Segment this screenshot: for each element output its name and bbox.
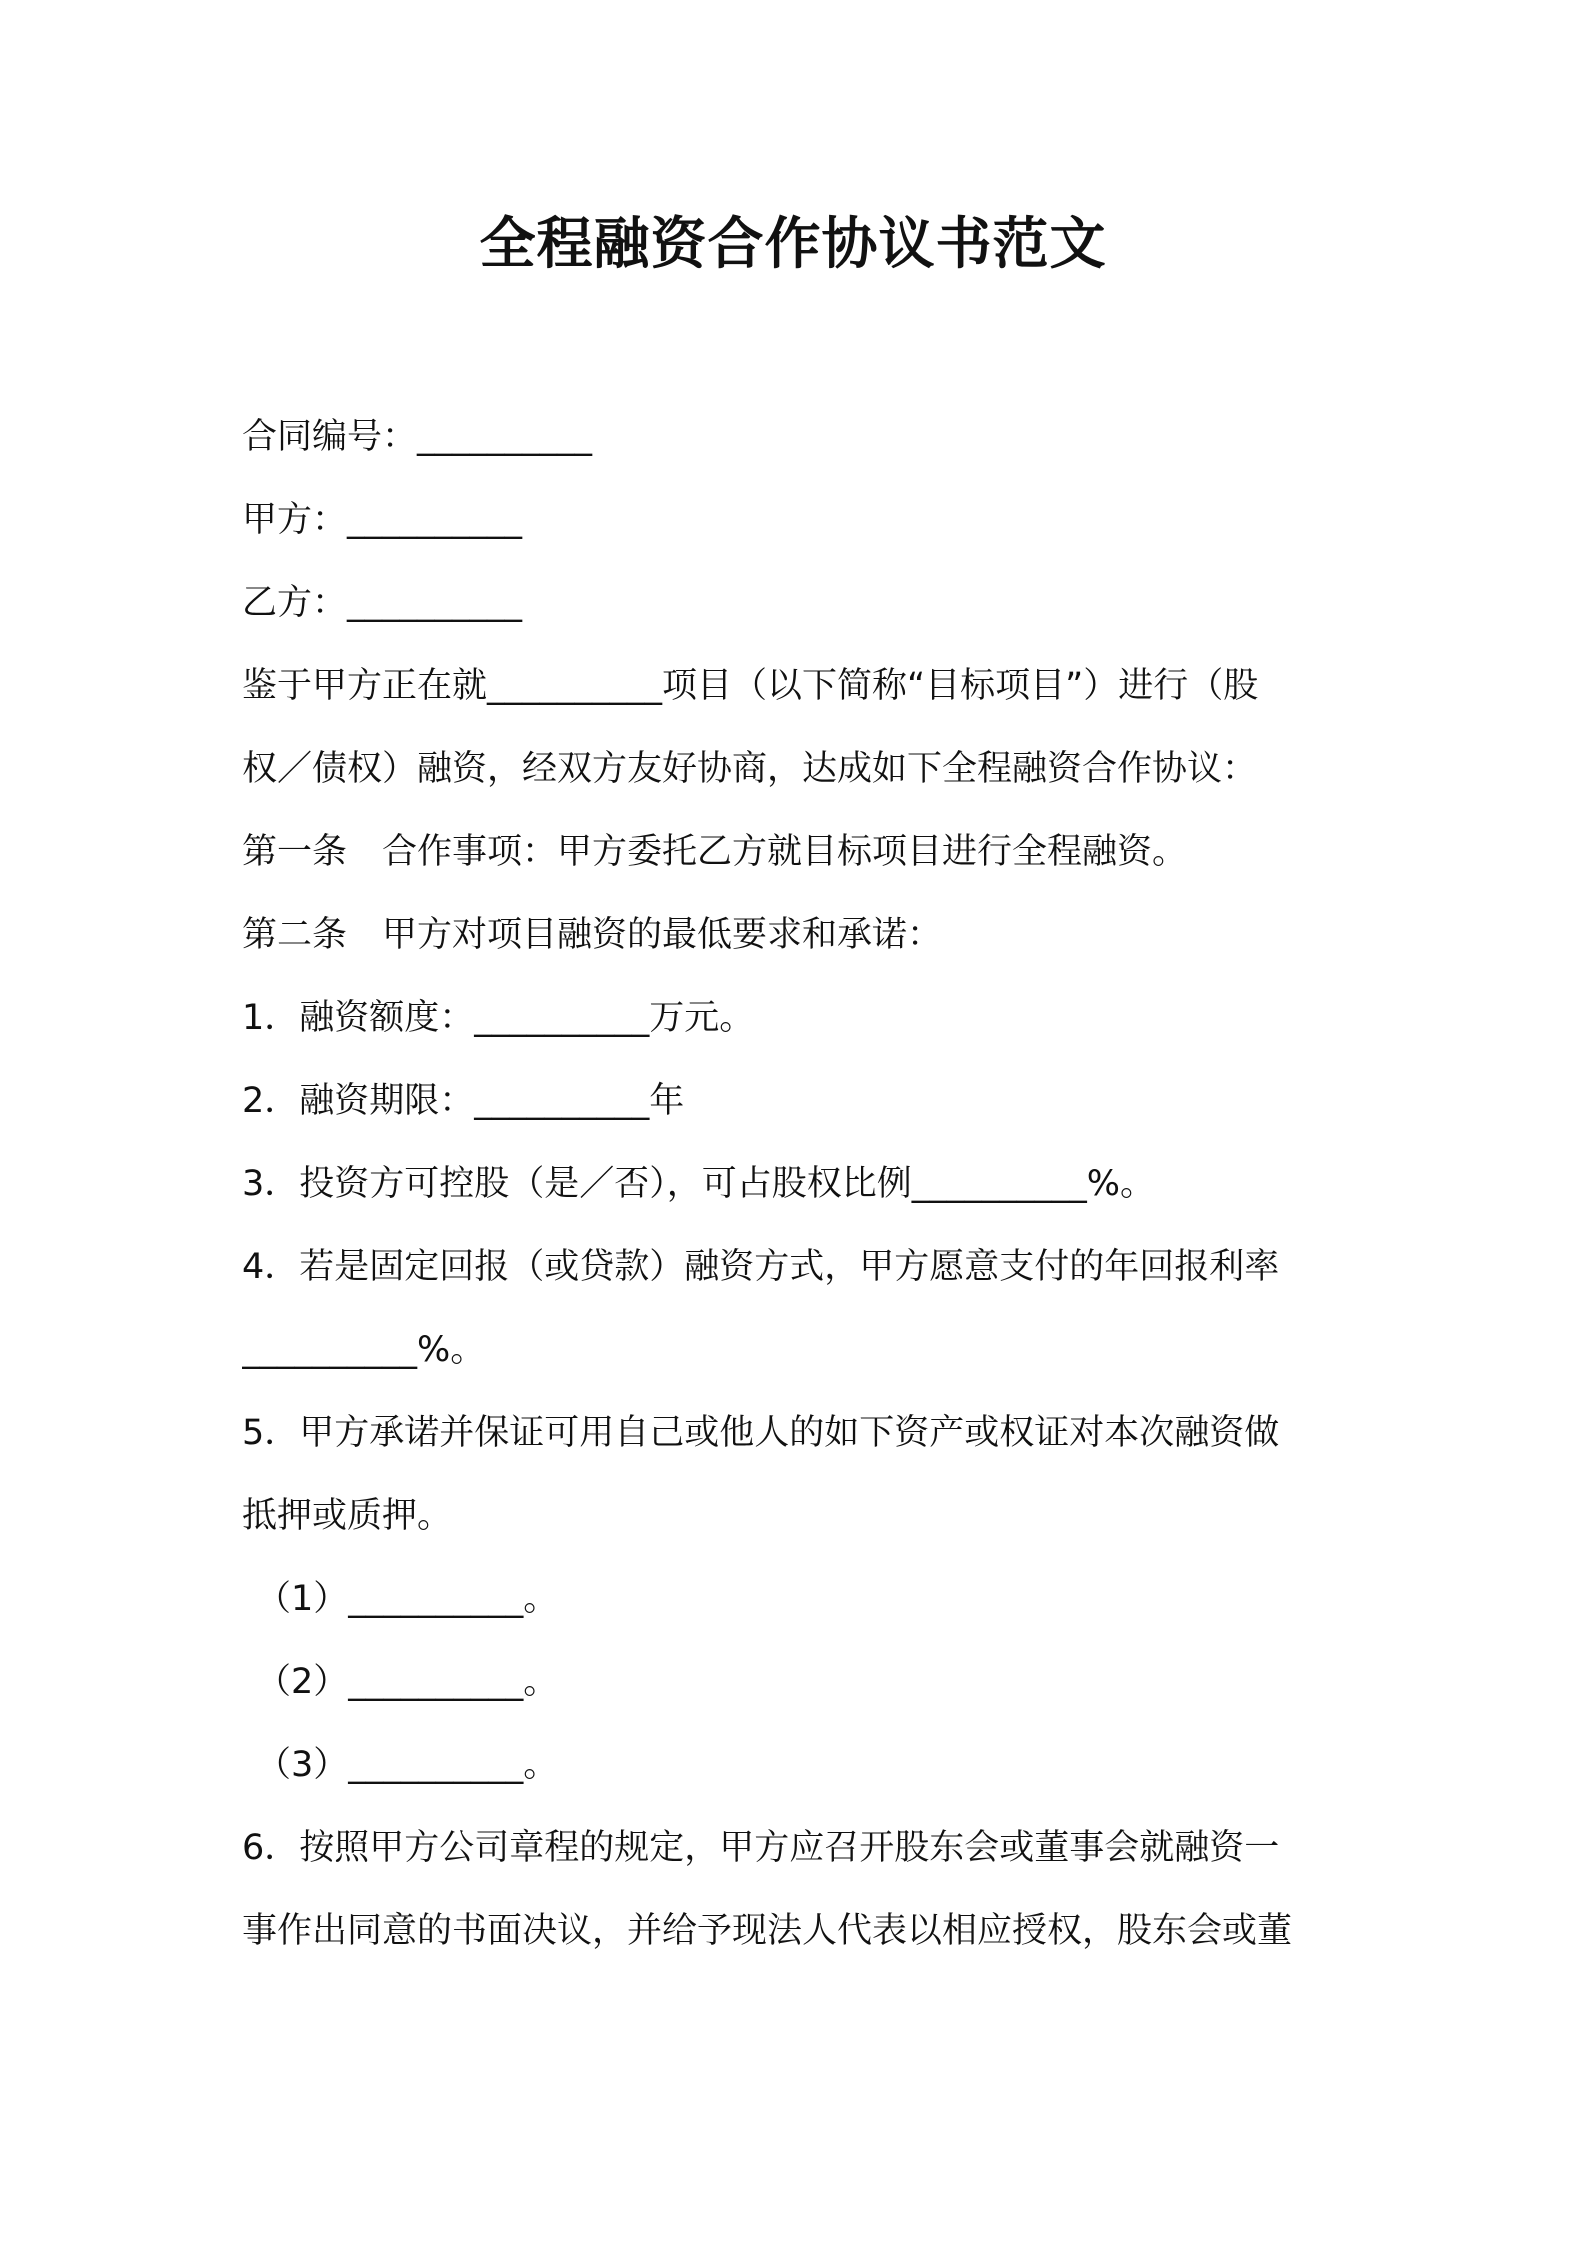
- item-4-line-1: 4．若是固定回报（或贷款）融资方式，甲方愿意支付的年回报利率: [242, 1247, 1280, 1287]
- article-2-heading: 第二条 甲方对项目融资的最低要求和承诺：: [242, 915, 943, 955]
- party-a-line: 甲方：__________: [242, 500, 523, 540]
- article-1-line: 第一条 合作事项：甲方委托乙方就目标项目进行全程融资。: [242, 832, 1188, 872]
- document-title: 全程融资合作协议书范文: [479, 212, 1107, 277]
- sub-item-3-line: （3）__________。: [256, 1745, 559, 1785]
- sub-item-2-line: （2）__________。: [256, 1662, 559, 1702]
- item-5-line-2: 抵押或质押。: [242, 1496, 453, 1536]
- item-6-line-2: 事作出同意的书面决议，并给予现法人代表以相应授权，股东会或董: [242, 1911, 1293, 1951]
- preamble-line-2: 权／债权）融资，经双方友好协商，达成如下全程融资合作协议：: [242, 749, 1258, 789]
- sub-item-1-line: （1）__________。: [256, 1579, 559, 1619]
- item-6-line-1: 6．按照甲方公司章程的规定，甲方应召开股东会或董事会就融资一: [242, 1828, 1280, 1868]
- item-2-line: 2．融资期限：__________年: [242, 1081, 685, 1121]
- item-3-line: 3．投资方可控股（是／否），可占股权比例__________%。: [242, 1164, 1156, 1204]
- item-1-line: 1．融资额度：__________万元。: [242, 998, 755, 1038]
- item-4-line-2: __________%。: [242, 1330, 486, 1370]
- item-5-line-1: 5．甲方承诺并保证可用自己或他人的如下资产或权证对本次融资做: [242, 1413, 1280, 1453]
- party-b-line: 乙方：__________: [242, 583, 523, 623]
- preamble-line-1: 鉴于甲方正在就__________项目（以下简称“目标项目”）进行（股: [242, 666, 1259, 706]
- contract-number-line: 合同编号：__________: [242, 417, 593, 457]
